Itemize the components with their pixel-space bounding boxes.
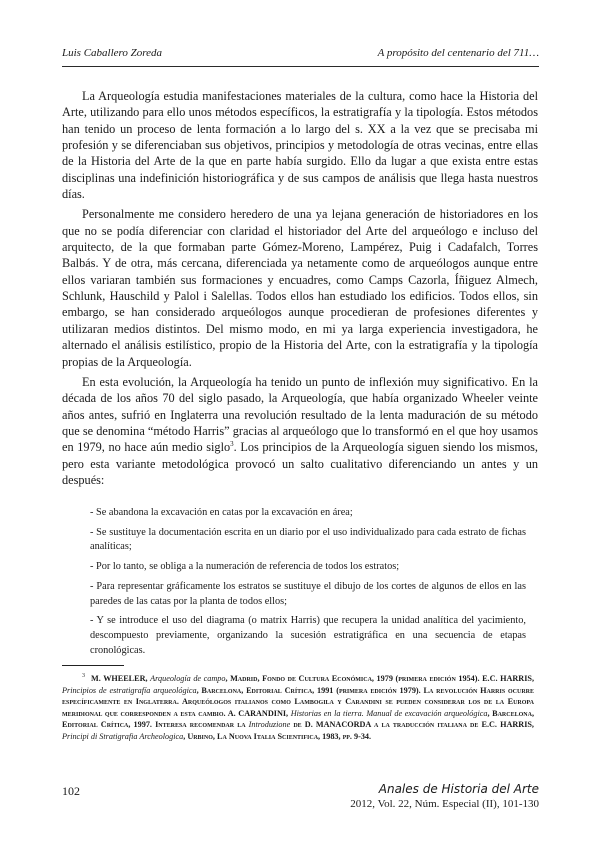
- footnote-part: , Urbino, La Nuova Italia Scientifica, 1983, pp. 9-34.: [183, 731, 372, 741]
- paragraph-3-text-b: . Los principios de la Arqueología siguen siendo los mismos, pero esta variante metodológica provocó un salto cualitativo diferenciando un antes y un después:: [62, 440, 538, 487]
- bullet-list: [90, 506, 526, 663]
- paragraph-2: Personalmente me considero heredero de una ya lejana generación de historiadores en los que no se podía diferenciar con claridad el historiador del Arte del arqueólogo e incluso del arquitecto, de la que formaban parte Gómez-Moreno, Lampérez, Puig i Cadafalch, Torres Balbás. Y de otra, más cercana, diferenciada ya netamente como de arqueólogos aunque entre ellos variaran también sus formaciones y encuadres, como Camps Cazorla, Íñiguez Almech, Schlunk, Hauschild y Palol i Salellas. Todos ellos han estudiado los edificios. Todos ellos, sin embargo, se han considerado arqueólogos aunque procedieran de profesiones diferentes y utilizaran medios distintos. Del mismo modo, en mi ya larga experiencia investigadora, he alternado el análisis estilístico, propio de la Historia del Arte, con la estratigrafía y la tipología propias de la Arqueología.: [62, 207, 538, 369]
- running-head: [62, 47, 539, 65]
- paragraph-3: [62, 374, 538, 488]
- bullet-item: - Por lo tanto, se obliga a la numeración de referencia de todos los estratos;: [90, 561, 400, 573]
- footnote-book-title: Introduzione: [248, 720, 291, 730]
- bullet-item: - Para representar gráficamente los estratos se sustituye el dibujo de los cortes de algunos de ellos en las paredes de las catas por la planta de todos ellos;: [90, 580, 526, 607]
- footnote-book-title: Principios de estratigrafía arqueológica: [62, 685, 197, 695]
- footnote-reference[interactable]: 3: [230, 440, 234, 449]
- bullet-item: - Se sustituye la documentación escrita en un diario por el uso individualizado para cada estrato de fichas analíticas;: [90, 526, 526, 553]
- footnote-part: M. WHEELER,: [91, 674, 151, 683]
- footnote-book-title: Principi di Stratigrafia Archeologica: [62, 731, 184, 741]
- paragraph-1: La Arqueología estudia manifestaciones materiales de la cultura, como hace la Historia del Arte, utilizando para ello unos métodos específicos, la estratigrafía y la tipología. Estos métodos han tenido un proceso de lenta formación a lo largo del s. XX a la vez que se precisaba mi profesión y se diferenciaban sus objetivos, principios y metodología de otras vecinas, entre ellas de la Historia del Arte de la que en parte había surgido. Ello da lugar a que exista entre estas disciplinas una indefinición historiográfica y de sus campos de análisis que llega hasta nuestros días.: [62, 89, 538, 202]
- running-head-author: Luis Caballero Zoreda: [62, 47, 163, 59]
- footnote-part: , Barcelona, Editorial Crítica, 1997. Interesa recomendar la: [62, 708, 534, 730]
- bullet-item: - Y se introduce el uso del diagrama (o matrix Harris) que recupera la unidad analítica del yacimiento, descompuesto previamente, organizando la sucesión estratigráfica en una secuencia de etapas cronológicas.: [90, 615, 526, 656]
- body-text: [62, 88, 538, 488]
- footnote-rule: [62, 665, 124, 666]
- footnote-part: , Madrid, Fondo de Cultura Económica, 1979 (primera edición 1954). E.C. HARRIS,: [225, 674, 534, 683]
- journal-title: Anales de Historia del Arte: [378, 782, 539, 796]
- footnote-part: de D. MANACORDA a la traducción italiana de E.C. HARRIS,: [290, 720, 534, 730]
- journal-info: [350, 782, 539, 811]
- running-head-title: A propósito del centenario del 711…: [377, 47, 539, 59]
- header-rule: [62, 66, 539, 67]
- footnote-number: 3: [82, 673, 85, 680]
- footnote-book-title: Arqueología de campo: [150, 674, 226, 683]
- journal-issue: 2012, Vol. 22, Núm. Especial (II), 101-130: [350, 798, 539, 810]
- page-number: 102: [62, 784, 80, 798]
- bullet-item: - Se abandona la excavación en catas por la excavación en área;: [90, 507, 353, 518]
- footnote-book-title: Historias en la tierra. Manual de excavación arqueológica: [290, 708, 488, 718]
- footnote-part: , Barcelona, Editorial Crítica, 1991 (primera edición 1979). La revolución Harris ocurre específicamente en Inglaterra. Arqueólogos italianos como Lambogila y Carandini se pueden considerar los de la Europa meridional que corresponden a esta cambio. A. CARANDINI,: [62, 685, 534, 718]
- paragraph-3-text-a: En esta evolución, la Arqueología ha tenido un punto de inflexión muy significativo. En la década de los años 70 del siglo pasado, la Arqueología, que había organizado Wheeler veinte años antes, sufrió en Inglaterra una revolución resultado de la lenta maduración de su método que se denomina “método Harris” gracias al arqueólogo que lo transformó en el que hoy usamos en 1979, no hace aún medio siglo: [62, 374, 538, 455]
- footnote: [62, 673, 534, 743]
